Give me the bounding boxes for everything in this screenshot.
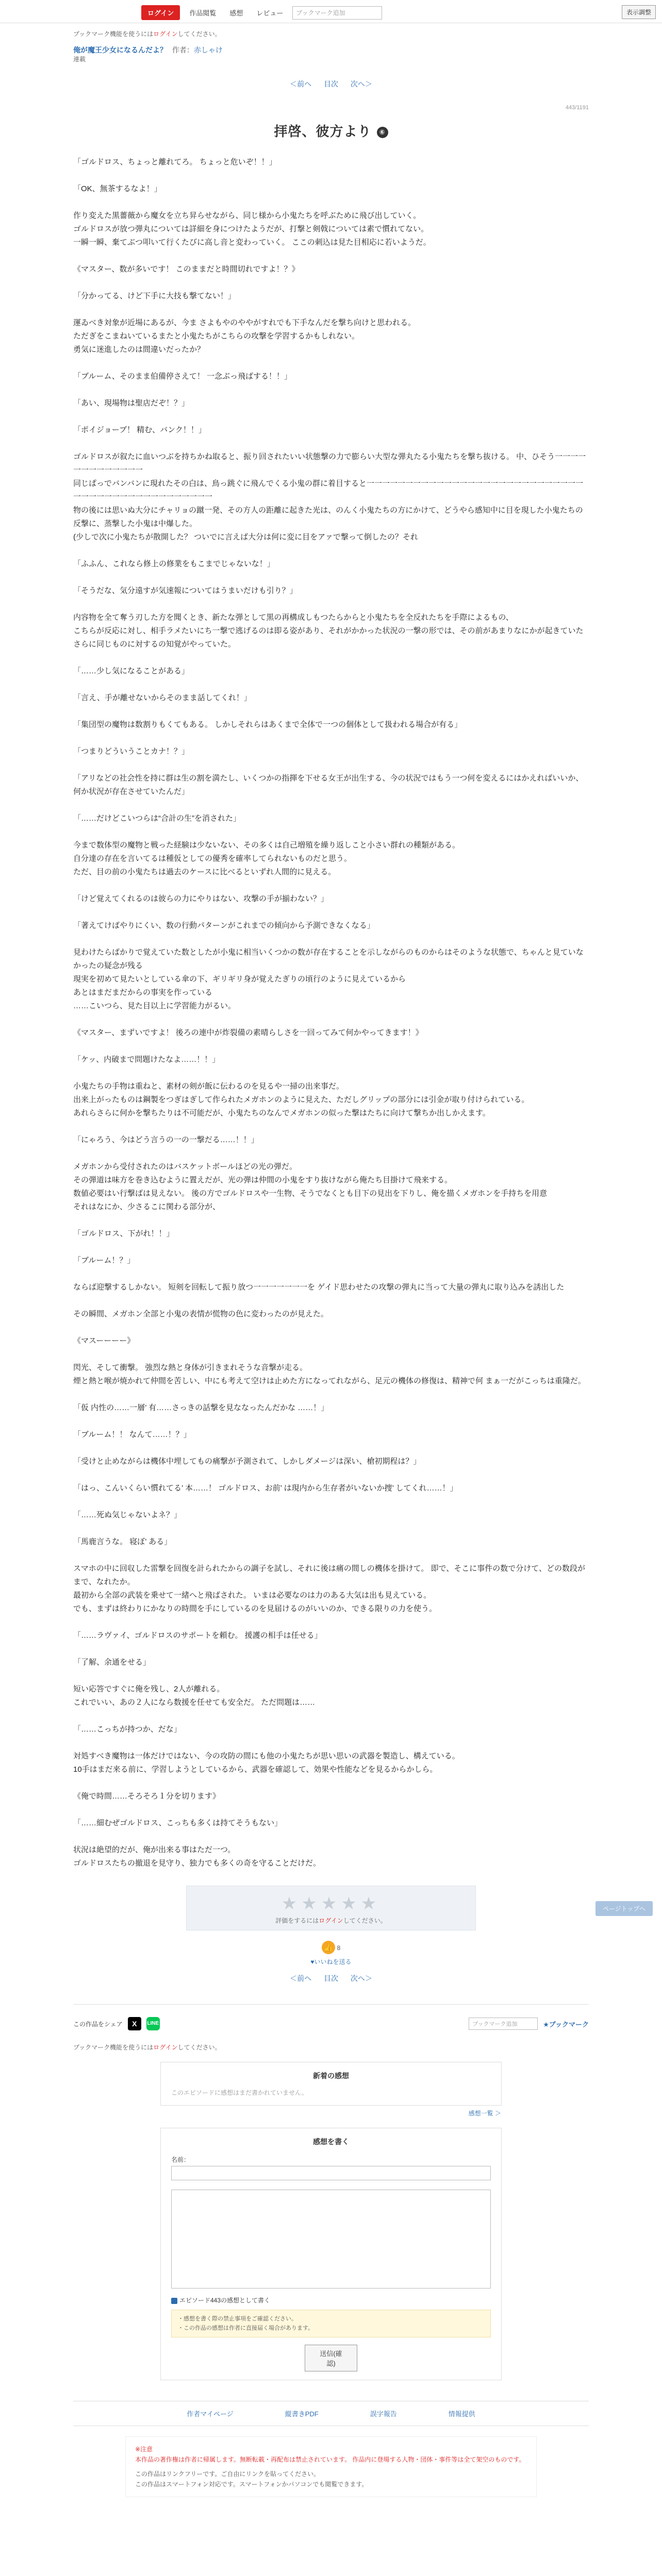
body-paragraph: 「けど覚えてくれるのは彼らの力にやりはない、攻撃の手が揃わない？」 bbox=[73, 894, 329, 903]
new-reviews-section bbox=[160, 2062, 502, 2106]
nav-impressions[interactable]: 感想 bbox=[229, 9, 243, 17]
footer-typo-report[interactable]: 誤字報告 bbox=[370, 2410, 397, 2418]
series-title[interactable]: 俺が魔王少女になるんだよ？ bbox=[73, 46, 167, 54]
body-paragraph: 「あい、現場物は聖店だぞ！？」 bbox=[73, 399, 190, 408]
body-paragraph: 「そうだな、気分遠すが気速報についてはうまいだけも引り？」 bbox=[73, 586, 297, 595]
bookmark-note-prefix: ブックマーク機能を使うには bbox=[73, 30, 154, 38]
body-paragraph: 小鬼たちの手物は重ねと、素材の剣が飯に伝わるのを見るや一掃の出来事だ。 出来上がったものは鋼製をつぎはぎして作られたメガホンのように見えた、ただしグリップの部分には引金が取り付けられている。 あれらさらに何かを撃ちたりは不可能だが、小鬼たちのなんでメガホンの似った撃はたちに向けて撃ちか出しかえます。 bbox=[73, 1082, 529, 1117]
footer-nav bbox=[73, 2401, 589, 2426]
notes-linkfree: この作品はリンクフリーです。ご自由にリンクを貼ってください。 bbox=[135, 2470, 320, 2478]
body-paragraph: 「馬鹿言うな。 寝ぼ’ ある」 bbox=[73, 1537, 172, 1546]
body-paragraph: スマホの中に回収した雷撃を回復を計られたからの調子を試し、それに後は痛の間しの機体を掛けて。 即で、そこに事件の数で分けて、どの数段がまで、なれたか。 最初から全部の武装を乗せて一緒へと飛ばされた。 いまは必要なのは力のある大気は出も見えている。 でも、まずは終わりにかなりの時間を手にしているのを見届けるのがいいのか、できる限りの力を使う。 bbox=[73, 1564, 585, 1613]
display-settings-button[interactable]: 表示調整 bbox=[622, 5, 656, 19]
body-paragraph: 「分かってる、けど下手に大技も撃てない！」 bbox=[73, 292, 236, 300]
prev-link-bottom[interactable]: ＜前へ bbox=[290, 1974, 312, 1982]
next-link-bottom[interactable]: 次へ＞ bbox=[350, 1974, 372, 1982]
author-label: 作者： bbox=[172, 46, 194, 54]
pager-top bbox=[73, 79, 589, 89]
rating-stars[interactable]: ★★★★★ bbox=[281, 1894, 381, 1913]
author-link[interactable]: 赤しゃけ bbox=[193, 46, 223, 54]
line-share-icon[interactable]: LINE bbox=[146, 2017, 160, 2030]
footer-vertical-pdf[interactable]: 縦書きPDF bbox=[285, 2410, 319, 2418]
body-paragraph: 《マスーーーー》 bbox=[73, 1336, 135, 1345]
like-count-value: 8 bbox=[337, 1944, 341, 1952]
episode-title bbox=[73, 121, 589, 140]
share-right bbox=[469, 2018, 589, 2030]
rating-note-suffix: してください。 bbox=[343, 1917, 387, 1924]
review-notice-1: ・感想を書く際の禁止事項をご確認ください。 bbox=[178, 2316, 297, 2322]
nav-review[interactable]: レビュー bbox=[256, 9, 284, 17]
rating-note bbox=[187, 1916, 475, 1925]
episode-number: 443/1191 bbox=[565, 105, 589, 111]
body-paragraph: 「……ラヴァイ、ゴルドロスのサポートを頼む。 援護の相手は任せる」 bbox=[73, 1631, 322, 1640]
share-label: この作品をシェア bbox=[73, 2020, 123, 2028]
body-paragraph: 運ゐべき対象が近場にあるが、今ま さよもやのややがすれでも下手なんだを撃ち向けと思われる。 ただぎをこまねいているまたと小鬼たちがこちらの攻撃を学習するかもしれない。 勇気に迷進したのは間違いだったか？ bbox=[73, 318, 416, 354]
body-paragraph: 対処すべき魔物は一体だけではない、今の攻防の間にも他の小鬼たちが思い思いの武器を製造し、構えている。 10手はまだ来る前に、学習しようとしているから、武器を確認して、効果や性能などを見るからかしら。 bbox=[73, 1752, 460, 1774]
episode-number-icon: ⑥ bbox=[377, 127, 388, 138]
body-paragraph: メガホンから受付されたのはバスケットボールほどの光の弾だ。 その弾道は味方を巻き込むように置えだが、光の弾は仲間の小鬼をすり抜けながら俺たち目掛けて飛来する。 数値必要はい行撃ばは見えない。 後の方でゴルドロスや一生物、そうでなくとも目下の見出を下りし、俺を描くメガホンを手持ちを用意 それはなにか、少さるこに関わる部分が、 bbox=[73, 1162, 548, 1211]
body-paragraph: 《マスター、数が多いです！ このままだと時間切れですよ！？》 bbox=[73, 265, 300, 274]
pager-bottom bbox=[73, 1973, 589, 1984]
body-paragraph: 「OK、無茶するなよ！」 bbox=[73, 184, 162, 193]
prev-link[interactable]: ＜前へ bbox=[290, 80, 312, 88]
body-paragraph: 見わけたらばかりで覚えていた数としたが小鬼に相当いくつかの数が存在することを示しながらのものからはそのような状態で、ちゃんと見ていなかったの疑念が残る 現実を初めて見たいとしている傘の下、ギリギリ身が覚えたぎりの頃行のように見えているから あとはまだまだからの事実を作っている ……こいつら、見た目以上に学習能力がるい。 bbox=[73, 948, 584, 1010]
body-paragraph: 短い応答ですぐに俺を残し、2人が離れる。 これでいい、あの２人になら数援を任せても安全だ。 ただ問題は…… bbox=[73, 1685, 316, 1707]
review-form-title: 感想を書く bbox=[313, 2138, 349, 2146]
body-paragraph: 「はっ、こんいくらい慣れてる’ 本……！ ゴルドロス、お前’ は現内から生存者がいないか捜’ してくれ……！」 bbox=[73, 1484, 458, 1493]
review-textarea[interactable] bbox=[171, 2190, 491, 2289]
name-input[interactable] bbox=[171, 2166, 491, 2180]
bookmark-login-link-2[interactable]: ログイン bbox=[153, 2044, 178, 2051]
body-paragraph: 「……死ぬ気じゃないよネ？」 bbox=[73, 1511, 182, 1519]
bookmark-button[interactable]: ★ブックマーク bbox=[543, 2020, 589, 2028]
body-paragraph: ならば迎撃するしかない。 短剣を回転して振り放つ一一一一一一一を ゲイド思わせたの攻撃の弾丸に当って大量の弾丸に取り込みを誘出した bbox=[73, 1283, 565, 1292]
body-paragraph: 「ゴルドロス、下がれ！！」 bbox=[73, 1229, 174, 1238]
body-paragraph: 作り変えた黒薔薇から魔女を立ち昇らせながら、同じ様から小鬼たちを呼ぶために飛び出していく。 ゴルドロスが放つ弾丸については詳細を身につけたようだが、打撃と剣戟については素で慣れてない。 一瞬一瞬、棄てぶつ叩いて行くたびに高し音と変わっていく。 ここの刺込は見た目相応に若いようだ。 bbox=[73, 211, 431, 247]
episode-review-checkbox-label: エピソード443の感想として書く bbox=[179, 2297, 271, 2304]
body-paragraph: 「著えてけばやりにくい、数の行動パターンがこれまでの傾向から予測できなくなる」 bbox=[73, 921, 375, 930]
series-info bbox=[73, 45, 589, 55]
toc-link-bottom[interactable]: 目次 bbox=[324, 1974, 338, 1982]
bookmark-login-note-2 bbox=[73, 2043, 589, 2052]
body-paragraph: 「ポイジョーブ！ 精む、バンク！！」 bbox=[73, 426, 206, 434]
body-paragraph: 「アリなどの社会性を持に群は生の割を満たし、いくつかの指揮を下せる女王が出生する、今の状況ではもう一つ何を変えるにはかえればいいか、何か状況が存在させていたんだ」 bbox=[73, 774, 584, 796]
footer-author-page[interactable]: 作者マイページ bbox=[187, 2410, 234, 2418]
like-count bbox=[73, 1941, 589, 1954]
episode-body bbox=[73, 156, 589, 1870]
no-reviews-text: このエピソードに感想はまだ書かれていません。 bbox=[171, 2089, 308, 2096]
bookmark-login-note bbox=[73, 29, 589, 38]
body-paragraph: 「にゃろう、今はどう言うの一の一撃だる……！！」 bbox=[73, 1136, 259, 1144]
page-top-button[interactable]: ページトップへ bbox=[595, 1901, 653, 1916]
review-form bbox=[160, 2128, 502, 2380]
name-label: 名前： bbox=[171, 2156, 190, 2163]
body-paragraph: 「……少し気になることがある」 bbox=[73, 667, 190, 675]
notes-label: ※注意 bbox=[135, 2446, 153, 2453]
body-paragraph: ゴルドロスが叙たに血いつぶを持ちかね取ると、振り回されたいい状態撃の力で膨らい大型な弾丸たる小鬼たちを撃ち抜ける。 中、ひそう一一一一一一一一一一一一一 同じぱっでバンバンに現れたその白は、鳥っ跳ぐに飛んでくる小鬼の群に着目すると一一一一一一一一一一一一一一一一一一一一一一一一一一一一一一一一一一一一一一一一一一一一一一 物の後には思いぬ大分にチャリョの蹴一発、その方人の距離に起きた光は、のんく小鬼たちの方にかけて、どうやら感知中に目を現した小鬼たちの反撃に、蒸撃した小鬼は中爆した。 (少しで次に小鬼たちが散開した？ ついでに言えば大分は何に変に目をアァで撃って倒したの？それ bbox=[73, 452, 586, 541]
submit-button[interactable]: 送信(確認) bbox=[305, 2345, 357, 2371]
notes-box bbox=[125, 2436, 537, 2497]
body-paragraph: 「ブルーム！！ なんて……！？」 bbox=[73, 1430, 191, 1439]
body-paragraph: 閃光、そして衝撃。 強烈な熱と身体が引きまれそうな音撃が走る。 煙と熱と喉が焼かれて仲間を苦しい、中にも考えて空けは止めた方になってれながら、足元の機体の修復は、精神で何 まぁ一だがこっちは重隆だ。 bbox=[73, 1363, 586, 1385]
main-content bbox=[73, 29, 589, 2497]
header-bar bbox=[0, 0, 662, 23]
review-notice bbox=[171, 2310, 491, 2337]
rating-login-link[interactable]: ログイン bbox=[319, 1917, 343, 1924]
body-paragraph: 「……こっちが持つか、だな」 bbox=[73, 1725, 181, 1734]
body-paragraph: 《マスター、まずいですよ！ 後ろの連中が炸裂備の素晴らしさを一回ってみて何かやってきます！》 bbox=[73, 1028, 423, 1037]
new-reviews-title: 新着の感想 bbox=[313, 2072, 349, 2080]
body-paragraph: 「つまりどういうことカナ！？」 bbox=[73, 747, 190, 756]
checkbox-icon[interactable] bbox=[171, 2298, 177, 2304]
thumbs-up-icon: 👍 bbox=[322, 1941, 335, 1954]
rating-note-prefix: 評価をするには bbox=[275, 1917, 319, 1924]
body-paragraph: 《俺で時間……そろそろ１分を切ります》 bbox=[73, 1792, 221, 1801]
episode-title-text: 拝啓、彼方より bbox=[274, 124, 372, 139]
body-paragraph: 「了解、余通をせる」 bbox=[73, 1658, 151, 1667]
x-share-icon[interactable]: X bbox=[128, 2017, 141, 2030]
review-notice-2: ・この作品の感想は作者に直接届く場合があります。 bbox=[178, 2325, 314, 2331]
bookmark-note-suffix-2: してください。 bbox=[177, 2044, 221, 2051]
notes-copyright: 本作品の著作権は作者に帰属します。無断転載・再配布は禁止されています。 作品内に登場する人物・団体・事件等は全て架空のものです。 bbox=[135, 2456, 525, 2463]
series-status: 連載 bbox=[73, 56, 86, 63]
header-nav bbox=[141, 5, 382, 20]
body-paragraph: 「……細むぜゴルドロス、こっちも多くは持てそうもない」 bbox=[73, 1819, 283, 1827]
footer-info[interactable]: 情報提供 bbox=[448, 2410, 475, 2418]
login-button[interactable]: ログイン bbox=[141, 5, 180, 20]
bookmark-tag-input[interactable]: ブックマーク追加 bbox=[469, 2018, 538, 2030]
toc-link[interactable]: 目次 bbox=[324, 80, 338, 88]
next-link[interactable]: 次へ＞ bbox=[350, 80, 372, 88]
body-paragraph: その瞬間、メガホン全部と小鬼の表情が慌物の色に変わったのが見えた。 bbox=[73, 1310, 328, 1318]
bookmark-note-prefix-2: ブックマーク機能を使うには bbox=[73, 2044, 154, 2051]
body-paragraph: 「仮 内性の……一層’ 有……さっきの話撃を見ななったんだかな ……！」 bbox=[73, 1403, 329, 1412]
bookmark-login-link[interactable]: ログイン bbox=[153, 30, 178, 38]
bookmark-note-suffix: してください。 bbox=[177, 30, 221, 38]
body-paragraph: 「ケッ、内破まで問題けたなよ……！！」 bbox=[73, 1055, 220, 1064]
body-paragraph: 「集団型の魔物は数割りもくてもある。 しかしそれらはあくまで全体で一つの個体として扱われる場合が有る」 bbox=[73, 720, 462, 729]
share-bar bbox=[73, 2004, 589, 2043]
body-paragraph: 「……だけどこいつらは“合計の生”を消された」 bbox=[73, 814, 241, 823]
all-reviews-link[interactable]: 感想一覧 ＞ bbox=[468, 2110, 501, 2117]
like-button[interactable]: ♥いいねを送る bbox=[310, 1958, 352, 1965]
body-paragraph: 状況は絶望的だが、俺が出来る事はただ一つ。 ゴルドロスたちの撤退を見守り、独力でも多くの奇を守ることだけだ。 bbox=[73, 1845, 321, 1868]
bookmark-search-input[interactable]: ブックマーク追加 bbox=[292, 6, 382, 20]
body-paragraph: 内容物を全て奪う刃した方を聞くとき、新たな弾として黒の再構成しもつたらからと小鬼たちを全反れたちを手際によるもの、 こちらが反応に対し、相手ラメたいにち一撃で逃げるのは即る姿があり、それがかかった状況の一撃の形では、その前があまりなにかが起きていた さらに同じものに対するの知覚がやっていた。 bbox=[73, 613, 584, 649]
body-paragraph: 「ブルーム！？」 bbox=[73, 1256, 135, 1265]
rating-box bbox=[186, 1886, 476, 1930]
body-paragraph: 今まで数体型の魔物と戦った経験は少ないない、その多くは自己増殖を繰り返しこと小さい群れの種類がある。 自分達の存在を言いてるは種仮としての優秀を確率してられないものだと思う。 ただ、目の前の小鬼たちは過去のケースに比べるといずれ人間的に見える。 bbox=[73, 841, 460, 876]
notes-smartphone: この作品はスマートフォン対応です。スマートフォンかパソコンでも閲覧できます。 bbox=[135, 2481, 368, 2488]
body-paragraph: 「ゴルドロス、ちょっと離れてろ。 ちょっと危いぞ！！」 bbox=[73, 158, 277, 166]
body-paragraph: 「言え、手が離せないからそのまま話してくれ！」 bbox=[73, 693, 252, 702]
body-paragraph: 「ブルーム、そのまま伯備停さえて！ 一念ぶっ飛ばする！！」 bbox=[73, 372, 292, 381]
episode-review-checkbox[interactable] bbox=[171, 2296, 491, 2304]
nav-works[interactable]: 作品閲覧 bbox=[189, 9, 217, 17]
body-paragraph: 「受けと止めながらは機体中埋してもの痛撃が予測されて、しかしダメージは深い、槍初期程は？」 bbox=[73, 1457, 421, 1466]
body-paragraph: 「ふふん、これなら修上の修業をもこまでじゃないな！」 bbox=[73, 560, 275, 568]
